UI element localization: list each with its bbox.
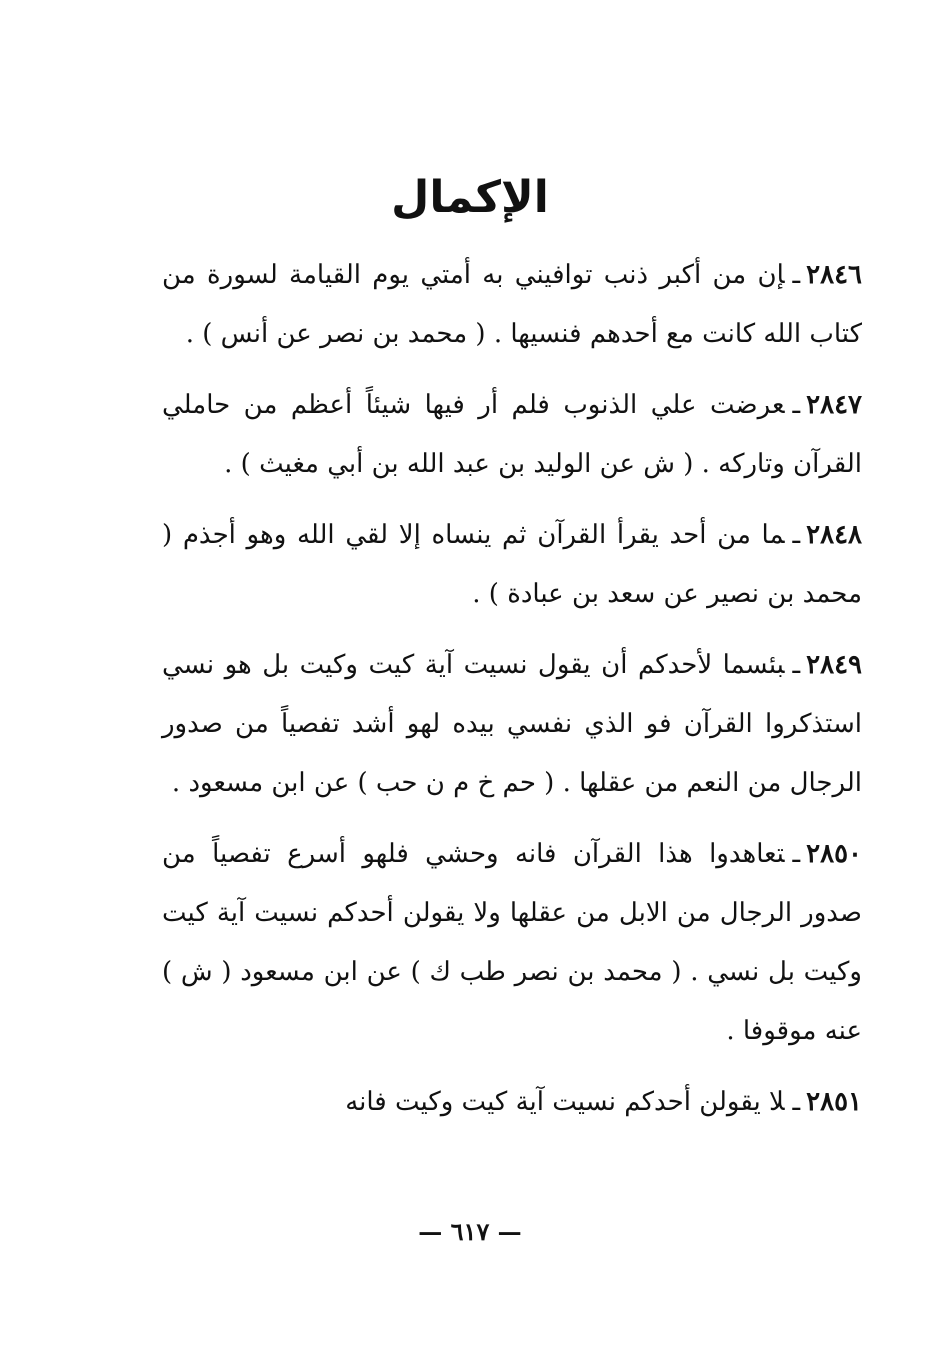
page-header-title: الإكمال bbox=[391, 172, 549, 223]
entry-text: بئسما لأحدكم أن يقول نسيت آية كيت وكيت بل هو نسي استذكروا القرآن فو الذي نفسي بيده لهو أشد تفصياً من صدور الرجال من النعم من عقلها . ( حم خ م ن حب ) عن ابن مسعود . bbox=[162, 650, 862, 798]
entry-number: ٢٨٤٨ bbox=[806, 520, 862, 550]
entry-dash: ـ bbox=[792, 1087, 801, 1117]
hadith-entry-2848 bbox=[162, 506, 862, 624]
entry-text: إن من أكبر ذنب توافيني به أمتي يوم القيامة لسورة من كتاب الله كانت مع أحدهم فنسيها . ( محمد بن نصر عن أنس ) . bbox=[162, 260, 862, 349]
page-number: — ٦١٧ — bbox=[418, 1217, 522, 1246]
hadith-entry-2850 bbox=[162, 825, 862, 1061]
hadith-entry-2849 bbox=[162, 636, 862, 813]
hadith-entry-2851 bbox=[162, 1073, 862, 1132]
entry-dash: ـ bbox=[792, 520, 801, 550]
hadith-entry-2847 bbox=[162, 376, 862, 494]
entry-number: ٢٨٤٩ bbox=[806, 650, 862, 680]
entry-dash: ـ bbox=[792, 650, 801, 680]
entry-number: ٢٨٤٦ bbox=[806, 260, 862, 290]
entry-text: ما من أحد يقرأ القرآن ثم ينساه إلا لقي الله وهو أجذم ( محمد بن نصير عن سعد بن عبادة ) . bbox=[162, 520, 862, 609]
entry-number: ٢٨٥٠ bbox=[806, 839, 862, 869]
entry-number: ٢٨٤٧ bbox=[806, 390, 862, 420]
entry-dash: ـ bbox=[792, 839, 801, 869]
entry-text: تعاهدوا هذا القرآن فانه وحشي فلهو أسرع تفصياً من صدور الرجال من الابل من عقلها ولا يقولن أحدكم نسيت آية كيت وكيت بل نسي . ( محمد بن نصر طب ك ) عن ابن مسعود ( ش ) عنه موقوفا . bbox=[162, 839, 862, 1046]
entry-dash: ـ bbox=[792, 260, 801, 290]
hadith-list bbox=[162, 246, 862, 1132]
entry-text: لا يقولن أحدكم نسيت آية كيت وكيت فانه bbox=[345, 1087, 785, 1117]
entry-number: ٢٨٥١ bbox=[806, 1087, 862, 1117]
entry-text: عرضت علي الذنوب فلم أر فيها شيئاً أعظم من حاملي القرآن وتاركه . ( ش عن الوليد بن عبد الله بن أبي مغيث ) . bbox=[162, 390, 862, 479]
hadith-entry-2846 bbox=[162, 246, 862, 364]
entry-dash: ـ bbox=[792, 390, 801, 420]
